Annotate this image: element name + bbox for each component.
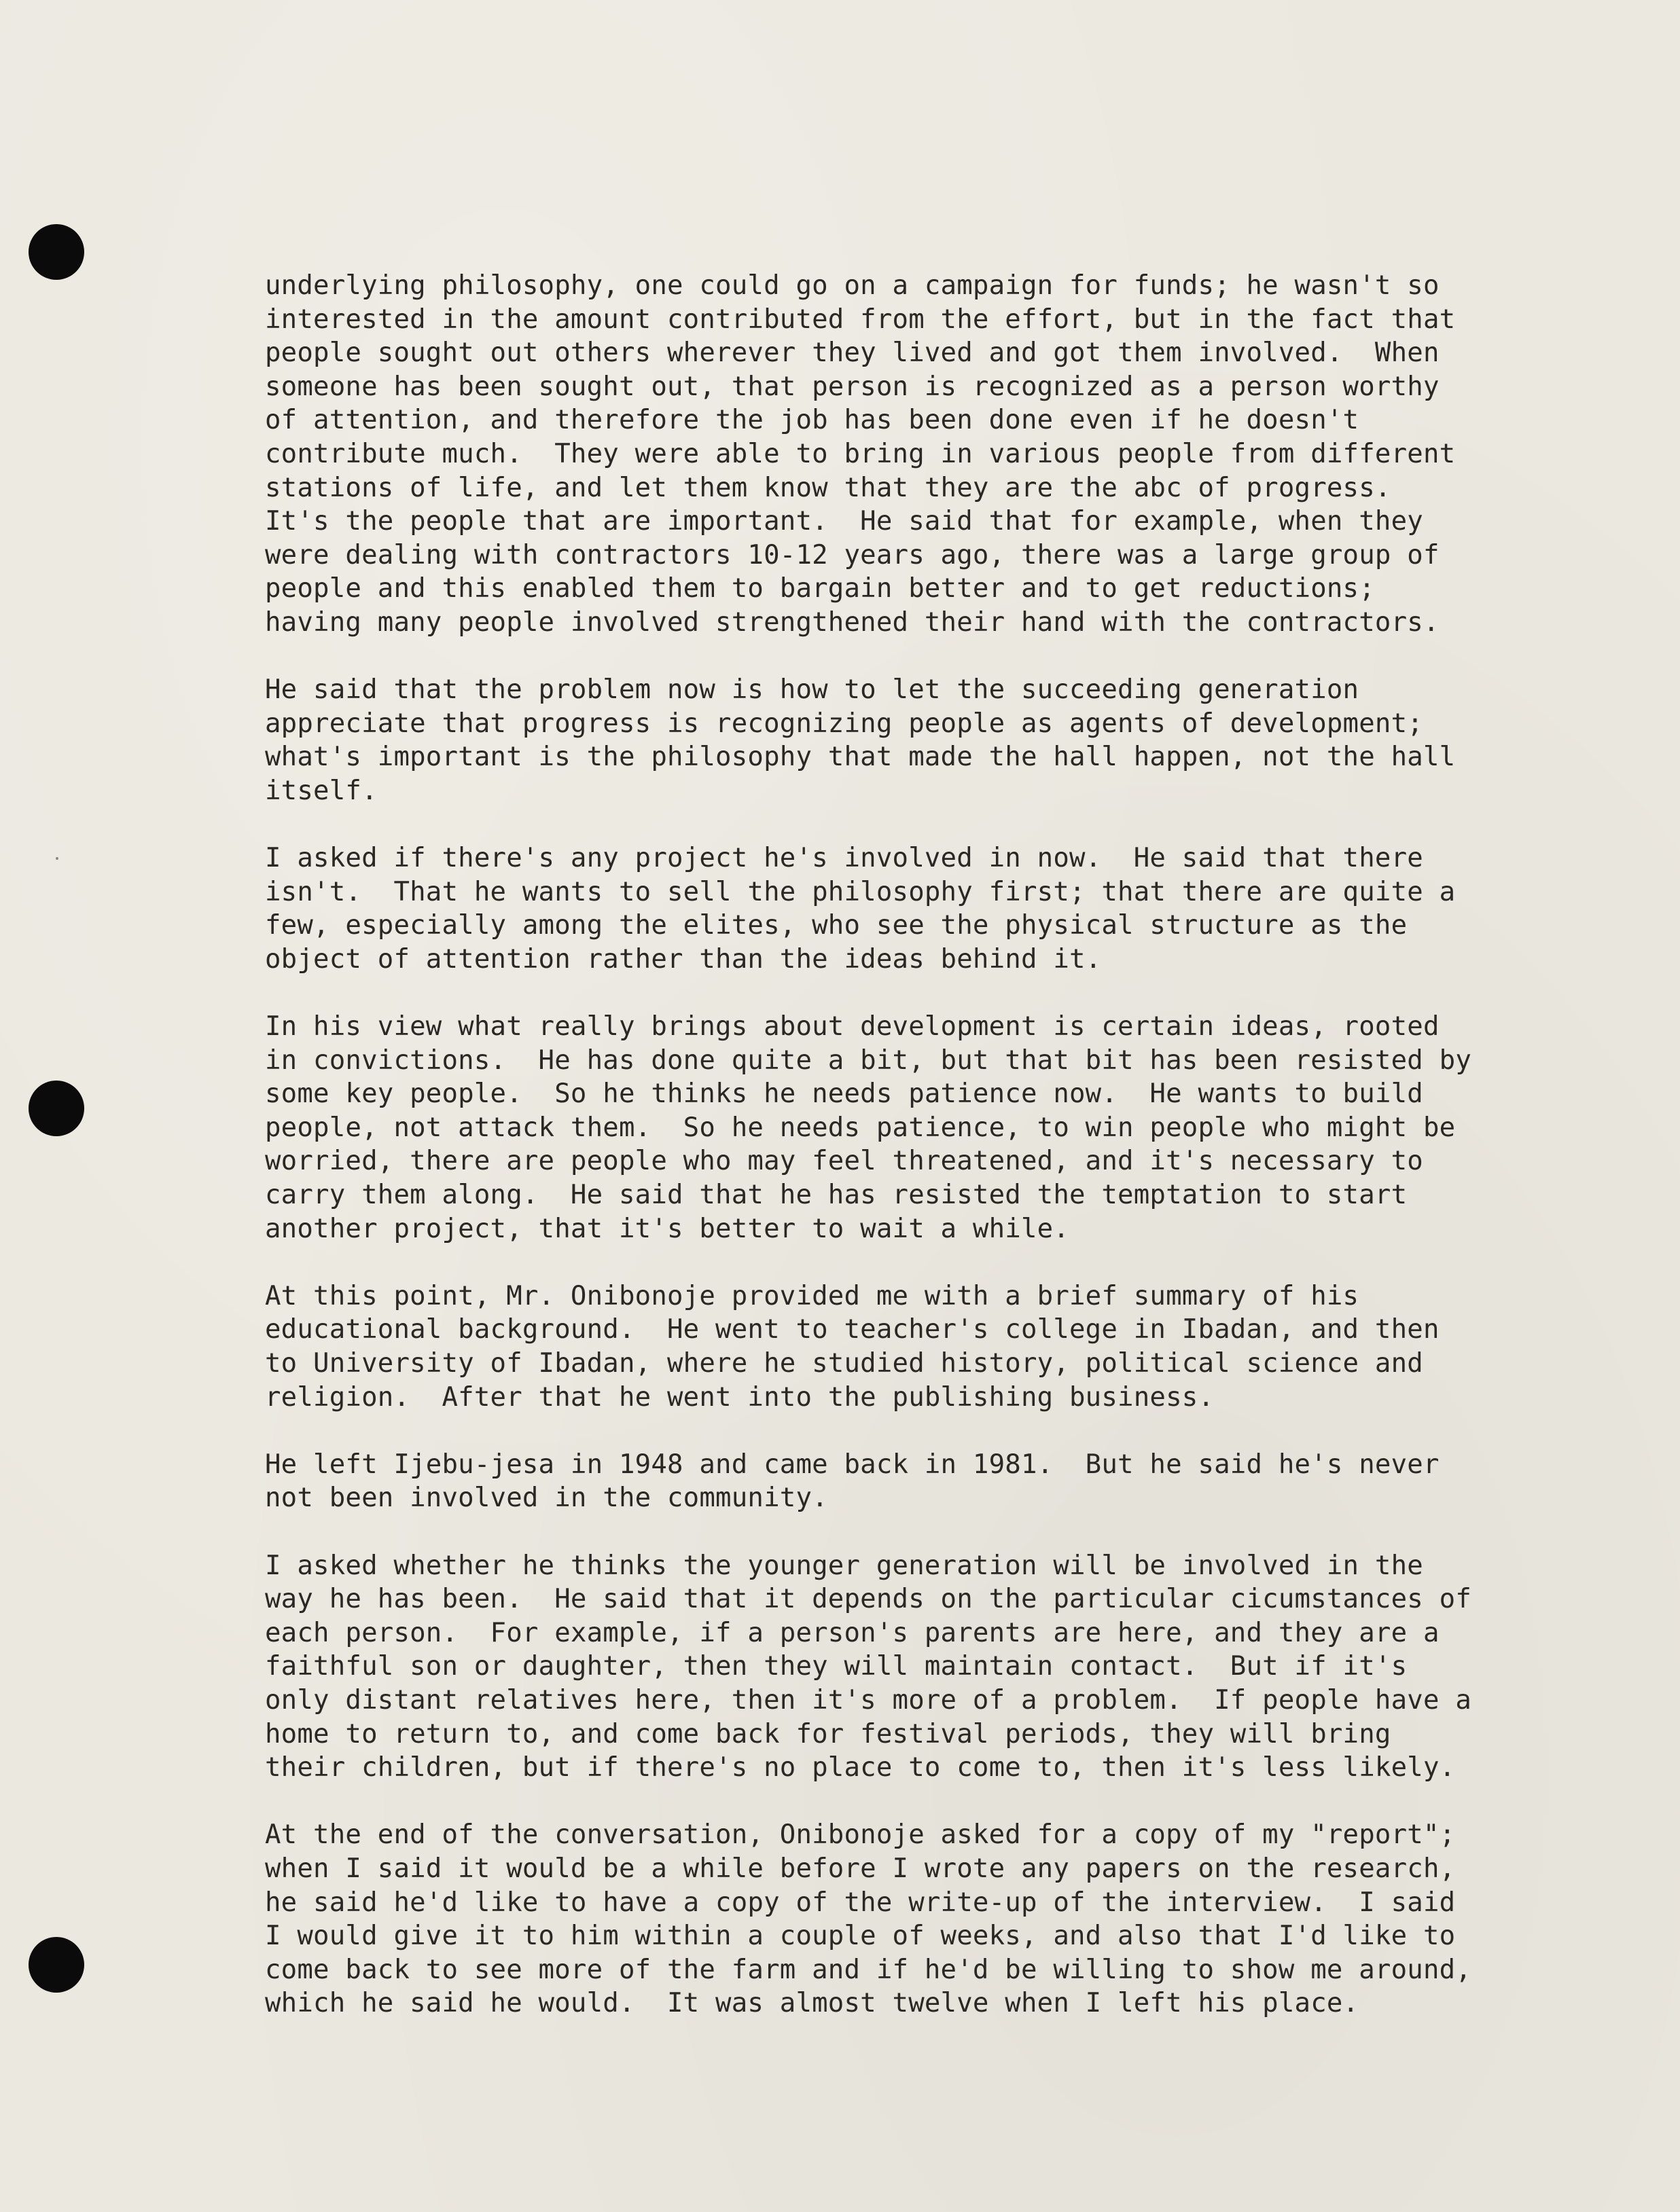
paper-speck — [56, 857, 58, 860]
paragraph-3: I asked if there's any project he's involved in now. He said that there isn't. That he wants to sell the philosophy first; that there are quite a few, especially among the elites, who see the physical structure as the object of attention rather than the ideas behind it. — [265, 843, 1456, 975]
paragraph-6: He left Ijebu-jesa in 1948 and came back in 1981. But he said he's never not been involved in the community. — [265, 1449, 1440, 1514]
paragraph-1: underlying philosophy, one could go on a campaign for funds; he wasn't so interested in the amount contributed from the effort, but in the fact that people sought out others wherever they lived and got them involved. When someone has been sought out, that person is recognized as a person worthy of attention, and therefore the job has been done even if he doesn't contribute much. They were able to bring in various people from different stations of life, and let them know that they are the abc of progress. It's the people that are important. He said that for example, when they were dealing with contractors 10-12 years ago, there was a large group of people and this enabled them to bargain better and to get reductions; having many people involved strengthened their hand with the contractors. — [265, 270, 1456, 638]
paragraph-5: At this point, Mr. Onibonoje provided me with a brief summary of his educational background. He went to teacher's college in Ibadan, and then to University of Ibadan, where he studied history, political science and religion. After that he went into the publishing business. — [265, 1280, 1440, 1413]
paragraph-2: He said that the problem now is how to let the succeeding generation appreciate that progress is recognizing people as agents of development; what's important is the philosophy that made the hall happen, not the hall itself. — [265, 674, 1456, 806]
paragraph-7: I asked whether he thinks the younger generation will be involved in the way he has been. He said that it depends on the particular cicumstances of each person. For example, if a person's parents are here, and they are a faithful son or daughter, then they will maintain contact. But if it's only distant relatives here, then it's more of a problem. If people have a home to return to, and come back for festival periods, they will bring their children, but if there's no place to come to, then it's less likely. — [265, 1550, 1471, 1783]
typed-text-body — [265, 269, 1515, 2020]
paragraph-4: In his view what really brings about development is certain ideas, rooted in convictions. He has done quite a bit, but that bit has been resisted by some key people. So he thinks he needs patience now. He wants to build people, not attack them. So he needs patience, to win people who might be worried, there are people who may feel threatened, and it's necessary to carry them along. He said that he has resisted the temptation to start another project, that it's better to wait a while. — [265, 1011, 1471, 1244]
punch-hole-bottom — [29, 1937, 84, 1993]
punch-hole-top — [29, 224, 84, 280]
punch-hole-middle — [29, 1081, 84, 1136]
paragraph-8: At the end of the conversation, Onibonoje asked for a copy of my "report"; when I said it would be a while before I wrote any papers on the research, he said he'd like to have a copy of the write-up of the interview. I said I would give it to him within a couple of weeks, and also that I'd like to come back to see more of the farm and if he'd be willing to show me around, which he said he would. It was almost twelve when I left his place. — [265, 1819, 1471, 2019]
